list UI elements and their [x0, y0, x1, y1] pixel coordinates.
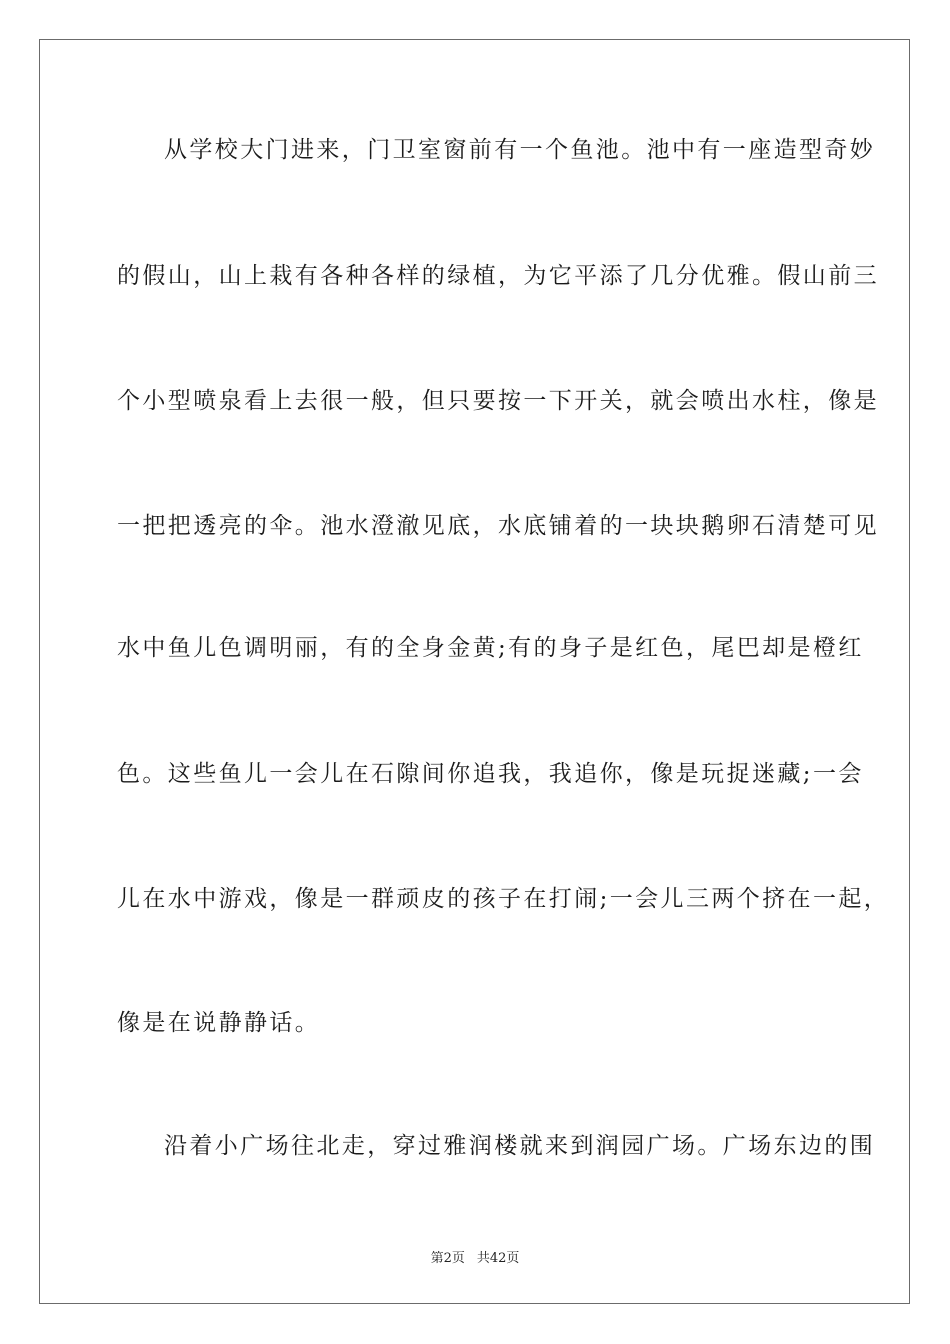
paragraph-1-line-1: 从学校大门进来，门卫室窗前有一个鱼池。池中有一座造型奇妙 — [164, 137, 876, 163]
paragraph-1-line-4: 一把把透亮的伞。池水澄澈见底，水底铺着的一块块鹅卵石清楚可见 — [117, 513, 879, 539]
paragraph-1-line-2: 的假山，山上栽有各种各样的绿植，为它平添了几分优雅。假山前三 — [117, 263, 879, 289]
paragraph-1-line-8: 像是在说静静话。 — [117, 1010, 321, 1036]
paragraph-1-line-5: 水中鱼儿色调明丽，有的全身金黄;有的身子是红色，尾巴却是橙红 — [117, 635, 864, 661]
paragraph-1-line-7: 儿在水中游戏，像是一群顽皮的孩子在打闹;一会儿三两个挤在一起， — [117, 886, 890, 912]
page-number-total: 共42页 — [476, 1251, 520, 1266]
paragraph-1-line-3: 个小型喷泉看上去很一般，但只要按一下开关，就会喷出水柱，像是 — [117, 388, 879, 414]
paragraph-2-line-1: 沿着小广场往北走，穿过雅润楼就来到润园广场。广场东边的围 — [164, 1133, 876, 1159]
page-frame — [39, 39, 910, 1304]
page-number-current: 第2页 — [430, 1251, 465, 1266]
paragraph-1-line-6: 色。这些鱼儿一会儿在石隙间你追我，我追你，像是玩捉迷藏;一会 — [117, 761, 864, 787]
page-footer — [0, 1247, 950, 1266]
